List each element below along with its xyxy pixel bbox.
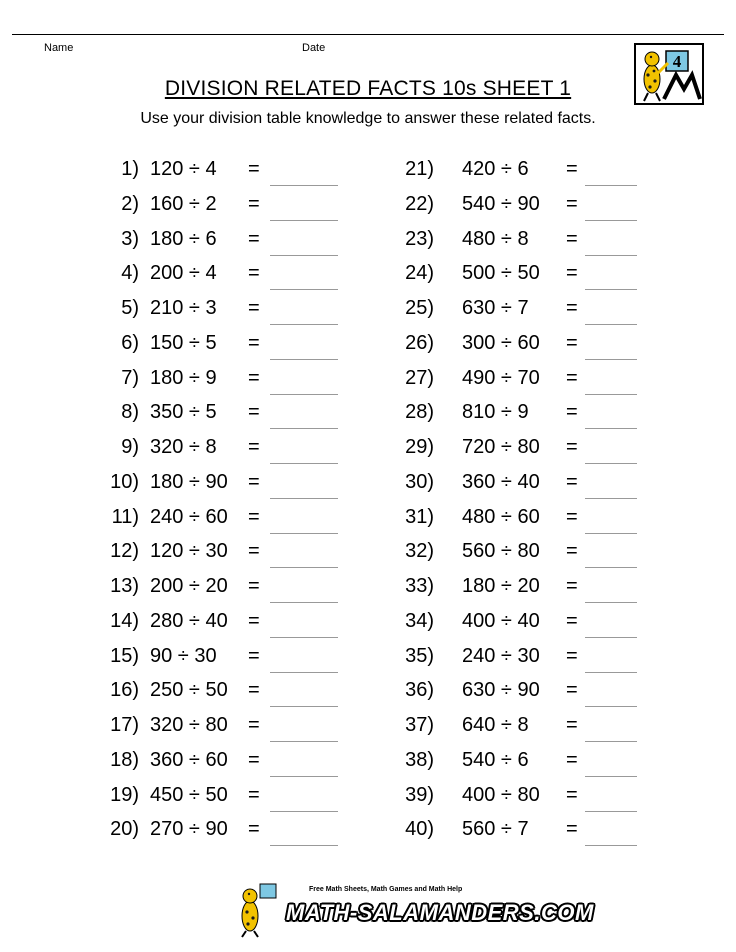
problem-number: 16) bbox=[110, 679, 139, 701]
problem-number: 39) bbox=[405, 784, 434, 806]
problem-expression: 630 ÷ 7 bbox=[462, 297, 529, 319]
problem-expression: 150 ÷ 5 bbox=[150, 332, 217, 354]
problem-item bbox=[0, 540, 736, 570]
problem-number: 13) bbox=[110, 575, 139, 597]
problem-expression: 200 ÷ 20 bbox=[150, 575, 228, 597]
problem-expression: 480 ÷ 8 bbox=[462, 228, 529, 250]
equals-sign: = bbox=[248, 401, 260, 423]
problem-number: 34) bbox=[405, 610, 434, 632]
problem-number: 28) bbox=[405, 401, 434, 423]
equals-sign: = bbox=[248, 436, 260, 458]
equals-sign: = bbox=[566, 749, 578, 771]
equals-sign: = bbox=[248, 332, 260, 354]
problem-item bbox=[0, 332, 736, 362]
problem-item bbox=[0, 262, 736, 292]
answer-blank[interactable] bbox=[585, 845, 637, 846]
problem-expression: 360 ÷ 60 bbox=[150, 749, 228, 771]
problem-expression: 560 ÷ 7 bbox=[462, 818, 529, 840]
equals-sign: = bbox=[248, 158, 260, 180]
footer bbox=[236, 882, 594, 942]
equals-sign: = bbox=[566, 575, 578, 597]
problem-number: 37) bbox=[405, 714, 434, 736]
problem-number: 26) bbox=[405, 332, 434, 354]
problem-expression: 120 ÷ 30 bbox=[150, 540, 228, 562]
equals-sign: = bbox=[566, 610, 578, 632]
problem-number: 38) bbox=[405, 749, 434, 771]
problem-number: 14) bbox=[110, 610, 139, 632]
problem-number: 19) bbox=[110, 784, 139, 806]
problem-expression: 280 ÷ 40 bbox=[150, 610, 228, 632]
problem-expression: 200 ÷ 4 bbox=[150, 262, 217, 284]
answer-blank[interactable] bbox=[585, 220, 637, 221]
problem-number: 25) bbox=[405, 297, 434, 319]
answer-blank[interactable] bbox=[585, 706, 637, 707]
answer-blank[interactable] bbox=[585, 359, 637, 360]
equals-sign: = bbox=[248, 506, 260, 528]
problem-expression: 270 ÷ 90 bbox=[150, 818, 228, 840]
equals-sign: = bbox=[248, 575, 260, 597]
problem-expression: 90 ÷ 30 bbox=[150, 645, 217, 667]
problem-expression: 300 ÷ 60 bbox=[462, 332, 540, 354]
problem-expression: 160 ÷ 2 bbox=[150, 193, 217, 215]
problem-expression: 180 ÷ 90 bbox=[150, 471, 228, 493]
problem-number: 12) bbox=[110, 540, 139, 562]
equals-sign: = bbox=[248, 714, 260, 736]
answer-blank[interactable] bbox=[585, 776, 637, 777]
answer-blank[interactable] bbox=[585, 498, 637, 499]
equals-sign: = bbox=[566, 784, 578, 806]
equals-sign: = bbox=[566, 401, 578, 423]
problem-number: 22) bbox=[405, 193, 434, 215]
problem-number: 21) bbox=[405, 158, 434, 180]
problem-item bbox=[0, 784, 736, 814]
equals-sign: = bbox=[248, 645, 260, 667]
equals-sign: = bbox=[248, 193, 260, 215]
problem-number: 33) bbox=[405, 575, 434, 597]
problem-expression: 360 ÷ 40 bbox=[462, 471, 540, 493]
problem-number: 5) bbox=[121, 297, 139, 319]
problem-expression: 400 ÷ 40 bbox=[462, 610, 540, 632]
problem-item bbox=[0, 367, 736, 397]
equals-sign: = bbox=[248, 471, 260, 493]
problem-number: 2) bbox=[121, 193, 139, 215]
date-label: Date bbox=[302, 42, 326, 54]
problem-number: 18) bbox=[110, 749, 139, 771]
problem-number: 15) bbox=[110, 645, 139, 667]
problem-expression: 420 ÷ 6 bbox=[462, 158, 529, 180]
equals-sign: = bbox=[566, 436, 578, 458]
problem-expression: 720 ÷ 80 bbox=[462, 436, 540, 458]
problem-item bbox=[0, 610, 736, 640]
problem-item bbox=[0, 193, 736, 223]
problem-expression: 810 ÷ 9 bbox=[462, 401, 529, 423]
equals-sign: = bbox=[566, 506, 578, 528]
answer-blank[interactable] bbox=[585, 741, 637, 742]
answer-blank[interactable] bbox=[585, 811, 637, 812]
equals-sign: = bbox=[248, 679, 260, 701]
problem-item bbox=[0, 228, 736, 258]
problem-item bbox=[0, 158, 736, 188]
problem-number: 10) bbox=[110, 471, 139, 493]
top-rule bbox=[12, 34, 724, 35]
footer-site-link[interactable]: MATH-SALAMANDERS.COM bbox=[286, 900, 594, 925]
equals-sign: = bbox=[248, 784, 260, 806]
equals-sign: = bbox=[566, 818, 578, 840]
equals-sign: = bbox=[248, 749, 260, 771]
problem-item bbox=[0, 471, 736, 501]
problem-item bbox=[0, 401, 736, 431]
problem-number: 11) bbox=[111, 506, 139, 528]
equals-sign: = bbox=[248, 228, 260, 250]
answer-blank[interactable] bbox=[585, 533, 637, 534]
problem-number: 40) bbox=[405, 818, 434, 840]
problem-number: 7) bbox=[121, 367, 139, 389]
problem-item bbox=[0, 818, 736, 848]
equals-sign: = bbox=[566, 471, 578, 493]
problem-expression: 540 ÷ 90 bbox=[462, 193, 540, 215]
problem-expression: 180 ÷ 20 bbox=[462, 575, 540, 597]
answer-blank[interactable] bbox=[585, 637, 637, 638]
answer-blank[interactable] bbox=[585, 394, 637, 395]
page-subtitle: Use your division table knowledge to answer these related facts. bbox=[140, 110, 596, 127]
problem-expression: 320 ÷ 8 bbox=[150, 436, 217, 458]
equals-sign: = bbox=[566, 158, 578, 180]
answer-blank[interactable] bbox=[585, 463, 637, 464]
problem-expression: 250 ÷ 50 bbox=[150, 679, 228, 701]
problem-expression: 180 ÷ 6 bbox=[150, 228, 217, 250]
problem-item bbox=[0, 506, 736, 536]
equals-sign: = bbox=[566, 332, 578, 354]
problem-expression: 480 ÷ 60 bbox=[462, 506, 540, 528]
problem-number: 32) bbox=[405, 540, 434, 562]
problem-number: 23) bbox=[405, 228, 434, 250]
problem-expression: 560 ÷ 80 bbox=[462, 540, 540, 562]
problem-number: 20) bbox=[110, 818, 139, 840]
problem-item bbox=[0, 297, 736, 327]
problem-expression: 630 ÷ 90 bbox=[462, 679, 540, 701]
equals-sign: = bbox=[566, 645, 578, 667]
answer-blank[interactable] bbox=[585, 602, 637, 603]
problem-number: 27) bbox=[405, 367, 434, 389]
answer-blank[interactable] bbox=[585, 185, 637, 186]
equals-sign: = bbox=[248, 818, 260, 840]
problem-number: 8) bbox=[121, 401, 139, 423]
answer-blank[interactable] bbox=[585, 672, 637, 673]
problem-expression: 540 ÷ 6 bbox=[462, 749, 529, 771]
problem-number: 9) bbox=[121, 436, 139, 458]
problem-expression: 320 ÷ 80 bbox=[150, 714, 228, 736]
problem-item bbox=[0, 436, 736, 466]
problem-expression: 240 ÷ 60 bbox=[150, 506, 228, 528]
footer-tagline: Free Math Sheets, Math Games and Math Help bbox=[309, 886, 463, 893]
problem-item bbox=[0, 714, 736, 744]
problem-expression: 240 ÷ 30 bbox=[462, 645, 540, 667]
equals-sign: = bbox=[566, 262, 578, 284]
problem-expression: 640 ÷ 8 bbox=[462, 714, 529, 736]
problem-number: 35) bbox=[405, 645, 434, 667]
answer-blank[interactable] bbox=[585, 567, 637, 568]
problem-number: 31) bbox=[405, 506, 434, 528]
equals-sign: = bbox=[566, 297, 578, 319]
problem-expression: 180 ÷ 9 bbox=[150, 367, 217, 389]
problem-expression: 120 ÷ 4 bbox=[150, 158, 217, 180]
equals-sign: = bbox=[566, 714, 578, 736]
logo-number: 4 bbox=[672, 52, 682, 71]
problem-number: 29) bbox=[405, 436, 434, 458]
problem-number: 1) bbox=[121, 158, 139, 180]
problem-number: 36) bbox=[405, 679, 434, 701]
equals-sign: = bbox=[566, 679, 578, 701]
name-label: Name bbox=[44, 42, 74, 54]
answer-blank[interactable] bbox=[585, 289, 637, 290]
problem-number: 6) bbox=[121, 332, 139, 354]
equals-sign: = bbox=[566, 367, 578, 389]
equals-sign: = bbox=[248, 367, 260, 389]
problem-number: 3) bbox=[121, 228, 139, 250]
answer-blank[interactable] bbox=[585, 255, 637, 256]
answer-blank[interactable] bbox=[585, 324, 637, 325]
footer-salamander-icon bbox=[236, 882, 286, 938]
page-title: DIVISION RELATED FACTS 10s SHEET 1 bbox=[164, 77, 572, 100]
problem-item bbox=[0, 645, 736, 675]
equals-sign: = bbox=[566, 228, 578, 250]
problem-item bbox=[0, 575, 736, 605]
problem-number: 30) bbox=[405, 471, 434, 493]
equals-sign: = bbox=[248, 297, 260, 319]
problem-expression: 490 ÷ 70 bbox=[462, 367, 540, 389]
problem-number: 24) bbox=[405, 262, 434, 284]
problem-item bbox=[0, 679, 736, 709]
equals-sign: = bbox=[248, 262, 260, 284]
problem-expression: 210 ÷ 3 bbox=[150, 297, 217, 319]
problem-expression: 350 ÷ 5 bbox=[150, 401, 217, 423]
equals-sign: = bbox=[248, 610, 260, 632]
equals-sign: = bbox=[248, 540, 260, 562]
problem-expression: 500 ÷ 50 bbox=[462, 262, 540, 284]
problem-expression: 400 ÷ 80 bbox=[462, 784, 540, 806]
equals-sign: = bbox=[566, 193, 578, 215]
answer-blank[interactable] bbox=[585, 428, 637, 429]
equals-sign: = bbox=[566, 540, 578, 562]
problem-expression: 450 ÷ 50 bbox=[150, 784, 228, 806]
problem-number: 17) bbox=[110, 714, 139, 736]
problem-item bbox=[0, 749, 736, 779]
problem-number: 4) bbox=[121, 262, 139, 284]
